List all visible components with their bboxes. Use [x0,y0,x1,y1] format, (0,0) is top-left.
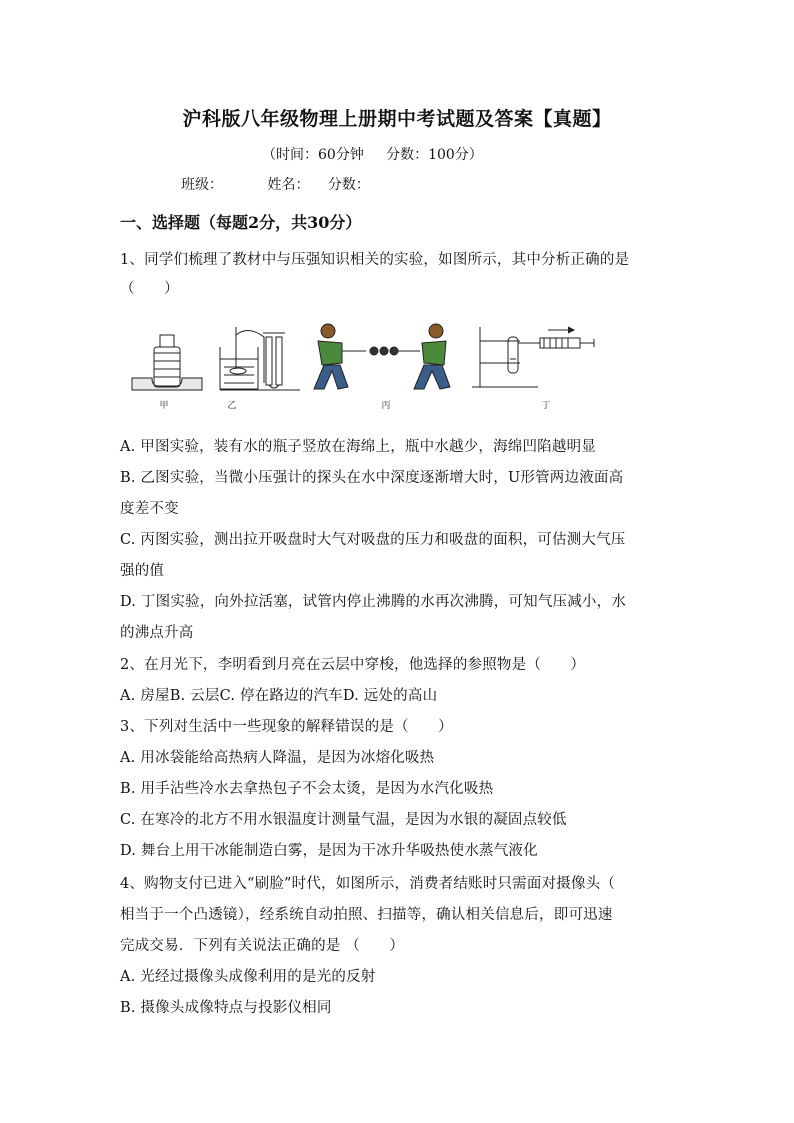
bottle-on-sponge-drawing [132,335,202,390]
q1-option-b-line1: B. 乙图实验，当微小压强计的探头在水中深度逐渐增大时，U形管两边液面高 [120,470,624,486]
q2-options: A. 房屋B. 云层C. 停在路边的汽车D. 远处的高山 [120,688,438,704]
q3-stem: 3、下列对生活中一些现象的解释错误的是（ ） [120,719,453,735]
q1-figure [128,323,598,415]
q4-option-a: A. 光经过摄像头成像利用的是光的反射 [120,969,376,985]
q1-option-b-line2: 度差不变 [120,501,179,517]
q4-stem-line1: 4、购物支付已进入“刷脸”时代，如图所示，消费者结账时只需面对摄像头（ [120,876,616,892]
q2-stem: 2、在月光下，李明看到月亮在云层中穿梭，他选择的参照物是（ ） [120,657,586,673]
q1-option-a: A. 甲图实验，装有水的瓶子竖放在海绵上，瓶中水越少，海绵凹陷越明显 [120,439,596,455]
exam-meta: （时间：60分钟 分数：100分） [262,147,483,163]
q3-option-a: A. 用冰袋能给高热病人降温，是因为冰熔化吸热 [120,750,435,766]
student-fields [181,174,370,194]
pressure-experiments-illustration [128,323,598,415]
q1-stem-line2: （ ） [120,281,179,297]
q4-option-b: B. 摄像头成像特点与投影仪相同 [120,1000,332,1016]
section-heading: 一、选择题（每题2分，共30分） [120,213,362,232]
q3-option-d: D. 舞台上用干冰能制造白雾，是因为干冰升华吸热使水蒸气液化 [120,843,538,859]
name-field-label: 姓名： [267,177,310,193]
syringe-apparatus-drawing [472,327,594,387]
pressure-gauge-drawing [220,327,300,390]
q1-stem-line1: 1、同学们梳理了教材中与压强知识相关的实验，如图所示，其中分析正确的是 [120,252,630,268]
q4-stem-line3: 完成交易．下列有关说法正确的是 （ ） [120,938,405,954]
q3-option-c: C. 在寒冷的北方不用水银温度计测量气温，是因为水银的凝固点较低 [120,812,567,828]
q1-option-d-line2: 的沸点升高 [120,625,194,641]
page-title: 沪科版八年级物理上册期中考试题及答案【真题】 [182,108,612,130]
q3-option-b: B. 用手沾些冷水去拿热包子不会太烫，是因为水汽化吸热 [120,781,494,797]
figure-label-c: 丙 [381,401,391,411]
figure-label-d: 丁 [541,401,551,411]
tug-of-war-drawing [314,324,450,389]
class-field-label: 班级： [181,177,223,193]
figure-label-b: 乙 [227,401,237,411]
q4-stem-line2: 相当于一个凸透镜），经系统自动拍照、扫描等，确认相关信息后，即可迅速 [120,907,613,923]
q1-option-d-line1: D. 丁图实验，向外拉活塞，试管内停止沸腾的水再次沸腾，可知气压减小，水 [120,594,627,610]
q1-option-c-line2: 强的值 [120,563,165,579]
q1-option-c-line1: C. 丙图实验，测出拉开吸盘时大气对吸盘的压力和吸盘的面积，可估测大气压 [120,532,626,548]
figure-label-a: 甲 [159,401,169,411]
score-field-label: 分数： [327,177,370,193]
